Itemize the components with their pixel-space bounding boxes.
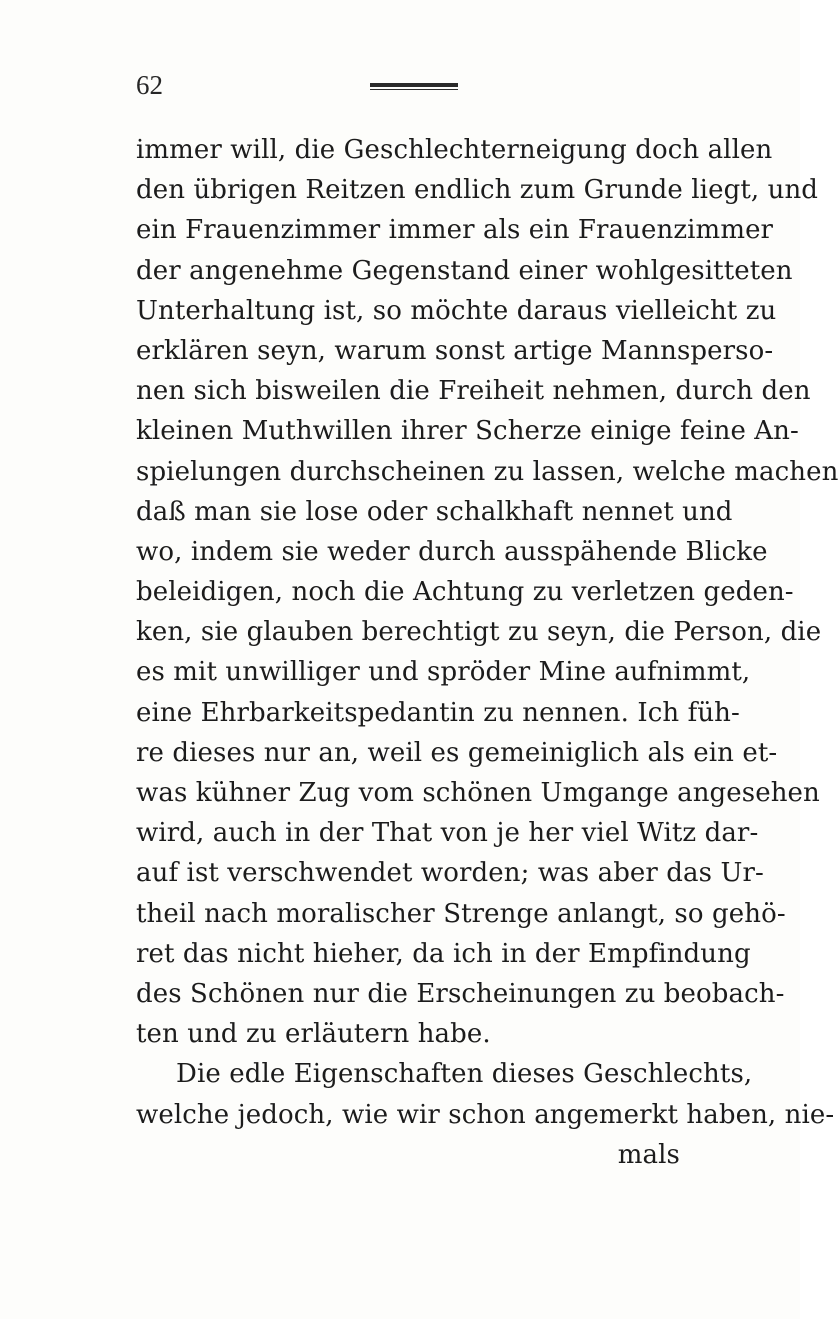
header-rule	[370, 83, 458, 90]
text-line: wird, auch in der That von je her viel Witz dar-	[136, 818, 759, 849]
text-line: auf ist verschwendet worden; was aber das Ur-	[136, 858, 764, 889]
text-line: spielungen durchscheinen zu lassen, welche machen	[136, 456, 838, 487]
paragraph-start-line: Die edle Eigenschaften dieses Geschlechts,	[176, 1059, 753, 1090]
text-line: was kühner Zug vom schönen Umgange angesehen	[136, 778, 820, 808]
text-line: Unterhaltung ist, so möchte daraus vielleicht zu	[136, 295, 777, 326]
text-line: beleidigen, noch die Achtung zu verletzen geden-	[136, 577, 794, 608]
text-line: daß man sie lose oder schalkhaft nennet und	[136, 496, 733, 527]
text-line: ken, sie glauben berechtigt zu seyn, die Person, die	[136, 617, 822, 648]
text-line: welche jedoch, wie wir schon angemerkt haben, nie-	[136, 1099, 835, 1130]
text-line: es mit unwilliger und spröder Mine aufnimmt,	[136, 657, 751, 688]
text-line: den übrigen Reitzen endlich zum Grunde liegt, und	[136, 175, 819, 206]
text-line: erklären seyn, warum sonst artige Mannsperso-	[136, 335, 774, 366]
text-line: nen sich bisweilen die Freiheit nehmen, durch den	[136, 376, 811, 407]
body-text	[136, 130, 838, 1175]
text-line: theil nach moralischer Strenge anlangt, so gehö-	[136, 898, 786, 929]
text-line: wo, indem sie weder durch ausspähende Blicke	[136, 536, 768, 567]
text-line: der angenehme Gegenstand einer wohlgesitteten	[136, 255, 793, 286]
text-line: kleinen Muthwillen ihrer Scherze einige feine An-	[136, 416, 799, 447]
text-line: ret das nicht hieher, da ich in der Empfindung	[136, 938, 751, 969]
text-line: ten und zu erläutern habe.	[136, 1019, 491, 1050]
text-line: eine Ehrbarkeitspedantin zu nennen. Ich füh-	[136, 697, 740, 728]
catchword: mals	[617, 1139, 680, 1170]
text-line: immer will, die Geschlechterneigung doch allen	[136, 135, 773, 165]
text-line: des Schönen nur die Erscheinungen zu beobach-	[136, 978, 785, 1009]
page-number: 62	[136, 70, 163, 100]
text-line: re dieses nur an, weil es gemeiniglich als ein et-	[136, 737, 778, 768]
text-line: ein Frauenzimmer immer als ein Frauenzimmer	[136, 215, 774, 246]
